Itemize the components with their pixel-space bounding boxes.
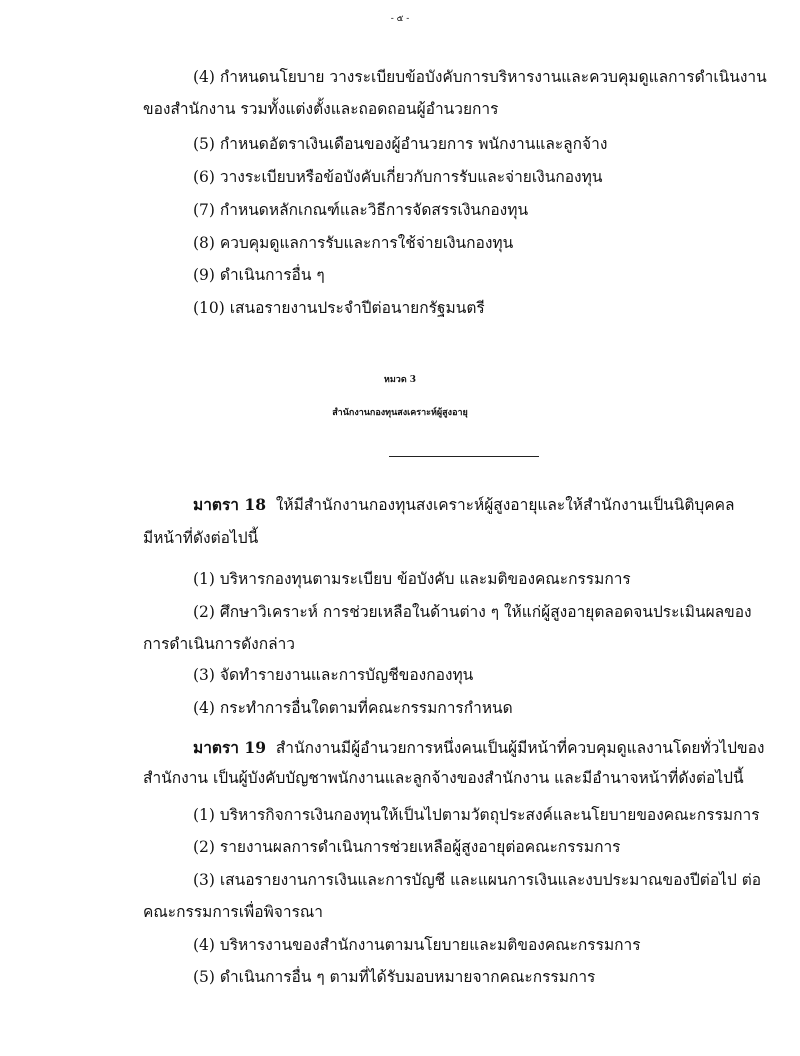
section-18-text: ให้มีสำนักงานกองทุนสงเคราะห์ผู้สูงอายุและให้สำนักงานเป็นนิติบุคคล (275, 496, 735, 514)
top-item-10: (10) เสนอรายงานประจำปีต่อนายกรัฐมนตรี (193, 299, 485, 317)
section-19-line2: สำนักงาน เป็นผู้บังคับบัญชาพนักงานและลูกจ้างของสำนักงาน และมีอำนาจหน้าที่ดังต่อไปนี้ (143, 769, 744, 787)
section-18-item-3: (3) จัดทำรายงานและการบัญชีของกองทุน (193, 666, 474, 684)
top-item-9: (9) ดำเนินการอื่น ๆ (193, 266, 325, 284)
section-19-item-3-line2: คณะกรรมการเพื่อพิจารณา (143, 903, 323, 921)
section-18-item-4: (4) กระทำการอื่นใดตามที่คณะกรรมการกำหนด (193, 699, 513, 717)
section-19-label: มาตรา 19 (193, 738, 266, 757)
section-18-item-2-line1: (2) ศึกษาวิเคราะห์ การช่วยเหลือในด้านต่าง ๆ ให้แก่ผู้สูงอายุตลอดจนประเมินผลของ (193, 603, 752, 621)
chapter-divider (389, 456, 539, 457)
section-19-item-4: (4) บริหารงานของสำนักงานตามนโยบายและมติของคณะกรรมการ (193, 936, 641, 954)
page-number: - ๕ - (390, 14, 410, 24)
top-item-8: (8) ควบคุมดูแลการรับและการใช้จ่ายเงินกองทุน (193, 234, 514, 252)
section-18-item-1: (1) บริหารกองทุนตามระเบียบ ข้อบังคับ และมติของคณะกรรมการ (193, 570, 631, 588)
chapter-subtitle: สำนักงานกองทุนสงเคราะห์ผู้สูงอายุ (332, 408, 468, 418)
section-19-item-1: (1) บริหารกิจการเงินกองทุนให้เป็นไปตามวัตถุประสงค์และนโยบายของคณะกรรมการ (193, 806, 760, 824)
section-19-line1 (193, 737, 765, 759)
section-18-line1 (193, 494, 735, 516)
top-item-6: (6) วางระเบียบหรือข้อบังคับเกี่ยวกับการรับและจ่ายเงินกองทุน (193, 168, 603, 186)
chapter-title: หมวด 3 (383, 375, 417, 385)
section-19-item-3-line1: (3) เสนอรายงานการเงินและการบัญชี และแผนการเงินและงบประมาณของปีต่อไป ต่อ (193, 871, 762, 889)
top-item-4-line1: (4) กำหนดนโยบาย วางระเบียบข้อบังคับการบริหารงานและควบคุมดูแลการดำเนินงาน (193, 68, 767, 86)
section-19-item-2: (2) รายงานผลการดำเนินการช่วยเหลือผู้สูงอายุต่อคณะกรรมการ (193, 838, 621, 856)
top-item-5: (5) กำหนดอัตราเงินเดือนของผู้อำนวยการ พนักงานและลูกจ้าง (193, 135, 608, 153)
section-19-item-5: (5) ดำเนินการอื่น ๆ ตามที่ได้รับมอบหมายจากคณะกรรมการ (193, 968, 596, 986)
top-item-7: (7) กำหนดหลักเกณฑ์และวิธีการจัดสรรเงินกองทุน (193, 201, 529, 219)
section-18-item-2-line2: การดำเนินการดังกล่าว (143, 635, 296, 653)
top-item-4-line2: ของสำนักงาน รวมทั้งแต่งตั้งและถอดถอนผู้อำนวยการ (143, 100, 499, 118)
section-18-label: มาตรา 18 (193, 495, 266, 514)
section-18-line2: มีหน้าที่ดังต่อไปนี้ (143, 529, 259, 547)
section-19-text: สำนักงานมีผู้อำนวยการหนึ่งคนเป็นผู้มีหน้าที่ควบคุมดูแลงานโดยทั่วไปของ (275, 739, 765, 757)
